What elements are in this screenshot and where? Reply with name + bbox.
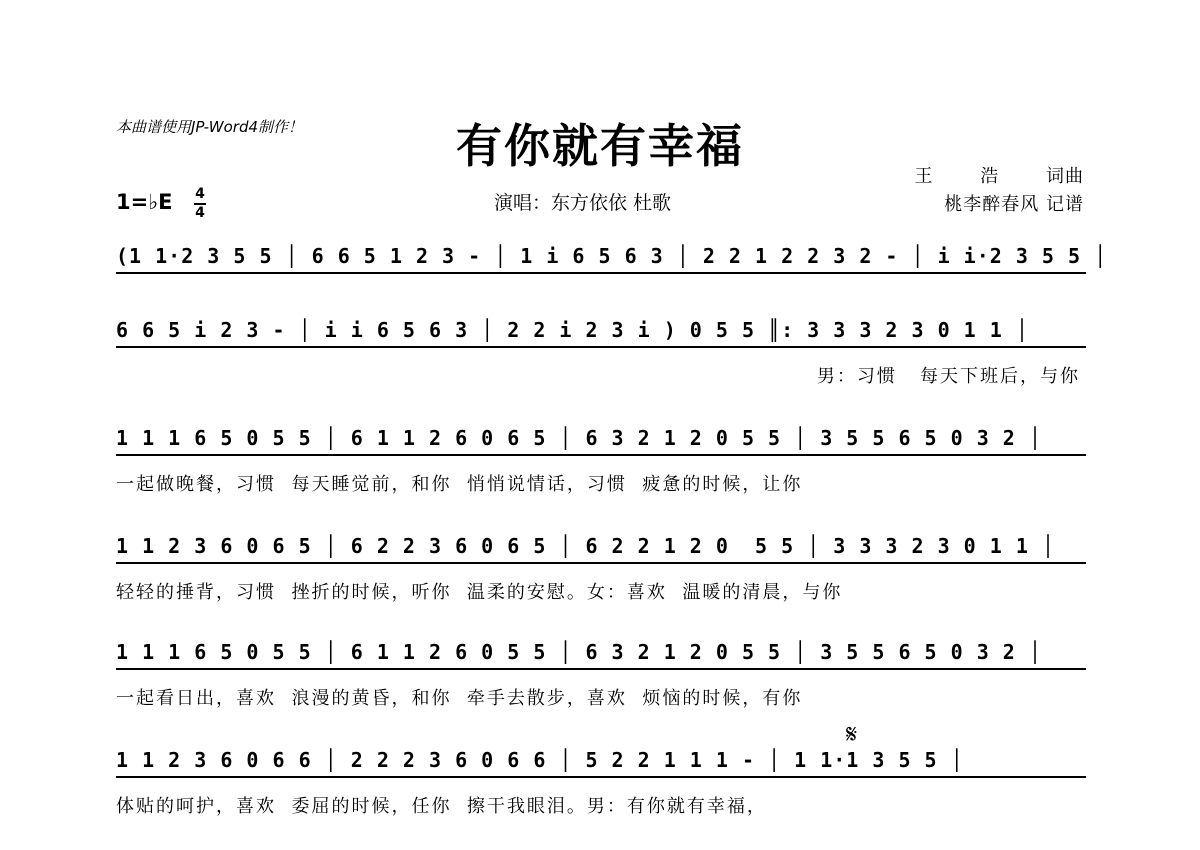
notes-row: 1 1 1 6 5 0 5 5 │ 6 1 1 2 6 0 6 5 │ 6 3 2 1 2 0 5 5 │ 3 5 5 6 5 0 3 2 │ — [116, 426, 1042, 450]
time-signature — [194, 186, 206, 222]
lyrics-row: 轻轻的捶背，习惯 挫折的时候，听你 温柔的安慰。女：喜欢 温暖的清晨，与你 — [116, 582, 843, 603]
score-system-6 — [116, 748, 1080, 838]
key-signature: 1=♭E — [116, 190, 173, 214]
meter-bottom: 4 — [195, 205, 205, 221]
lyricist-composer: 王 浩 词曲 — [914, 166, 1084, 187]
singers: 演唱：东方依依 杜歌 — [494, 192, 672, 214]
score-system-2 — [116, 318, 1080, 408]
lyrics-row: 体贴的呵护，喜欢 委屈的时候，任你 擦干我眼泪。男：有你就有幸福， — [116, 796, 767, 817]
notes-row: 6 6 5 i 2 3 - │ i i 6 5 6 3 │ 2 2 i 2 3 i ) 0 5 5 ║: 3 3 3 2 3 0 1 1 │ — [116, 318, 1029, 342]
lyrics-row: 男：习惯 每天下班后，与你 — [816, 366, 1080, 387]
score-system-5 — [116, 640, 1080, 730]
notes-row: (1 1·2 3 5 5 │ 6 6 5 1 2 3 - │ 1 i 6 5 6 3 │ 2 2 1 2 2 3 2 - │ i i·2 3 5 5 │ — [116, 244, 1108, 268]
lyrics-row: 一起看日出，喜欢 浪漫的黄昏，和你 牵手去散步，喜欢 烦恼的时候，有你 — [116, 688, 803, 709]
lyrics-row: 一起做晚餐，习惯 每天睡觉前，和你 悄悄说情话，习惯 疲惫的时候，让你 — [116, 474, 803, 495]
notes-row: 1 1 2 3 6 0 6 6 │ 2 2 2 3 6 0 6 6 │ 5 2 2 1 1 1 - │ 1 1·1 3 5 5 │ — [116, 748, 964, 772]
transcriber: 桃李醉春风 记谱 — [944, 194, 1084, 215]
segno-sign: 𝄋 — [846, 720, 858, 750]
score-system-4 — [116, 534, 1080, 624]
notes-row: 1 1 2 3 6 0 6 5 │ 6 2 2 3 6 0 6 5 │ 6 2 2 1 2 0 5 5 │ 3 3 3 2 3 0 1 1 │ — [116, 534, 1055, 558]
meter-top: 4 — [195, 186, 205, 202]
software-note: 本曲谱使用JP-Word4制作！ — [116, 118, 304, 136]
score-system-3 — [116, 426, 1080, 516]
song-title: 有你就有幸福 — [456, 119, 744, 173]
notes-row: 1 1 1 6 5 0 5 5 │ 6 1 1 2 6 0 5 5 │ 6 3 2 1 2 0 5 5 │ 3 5 5 6 5 0 3 2 │ — [116, 640, 1042, 664]
